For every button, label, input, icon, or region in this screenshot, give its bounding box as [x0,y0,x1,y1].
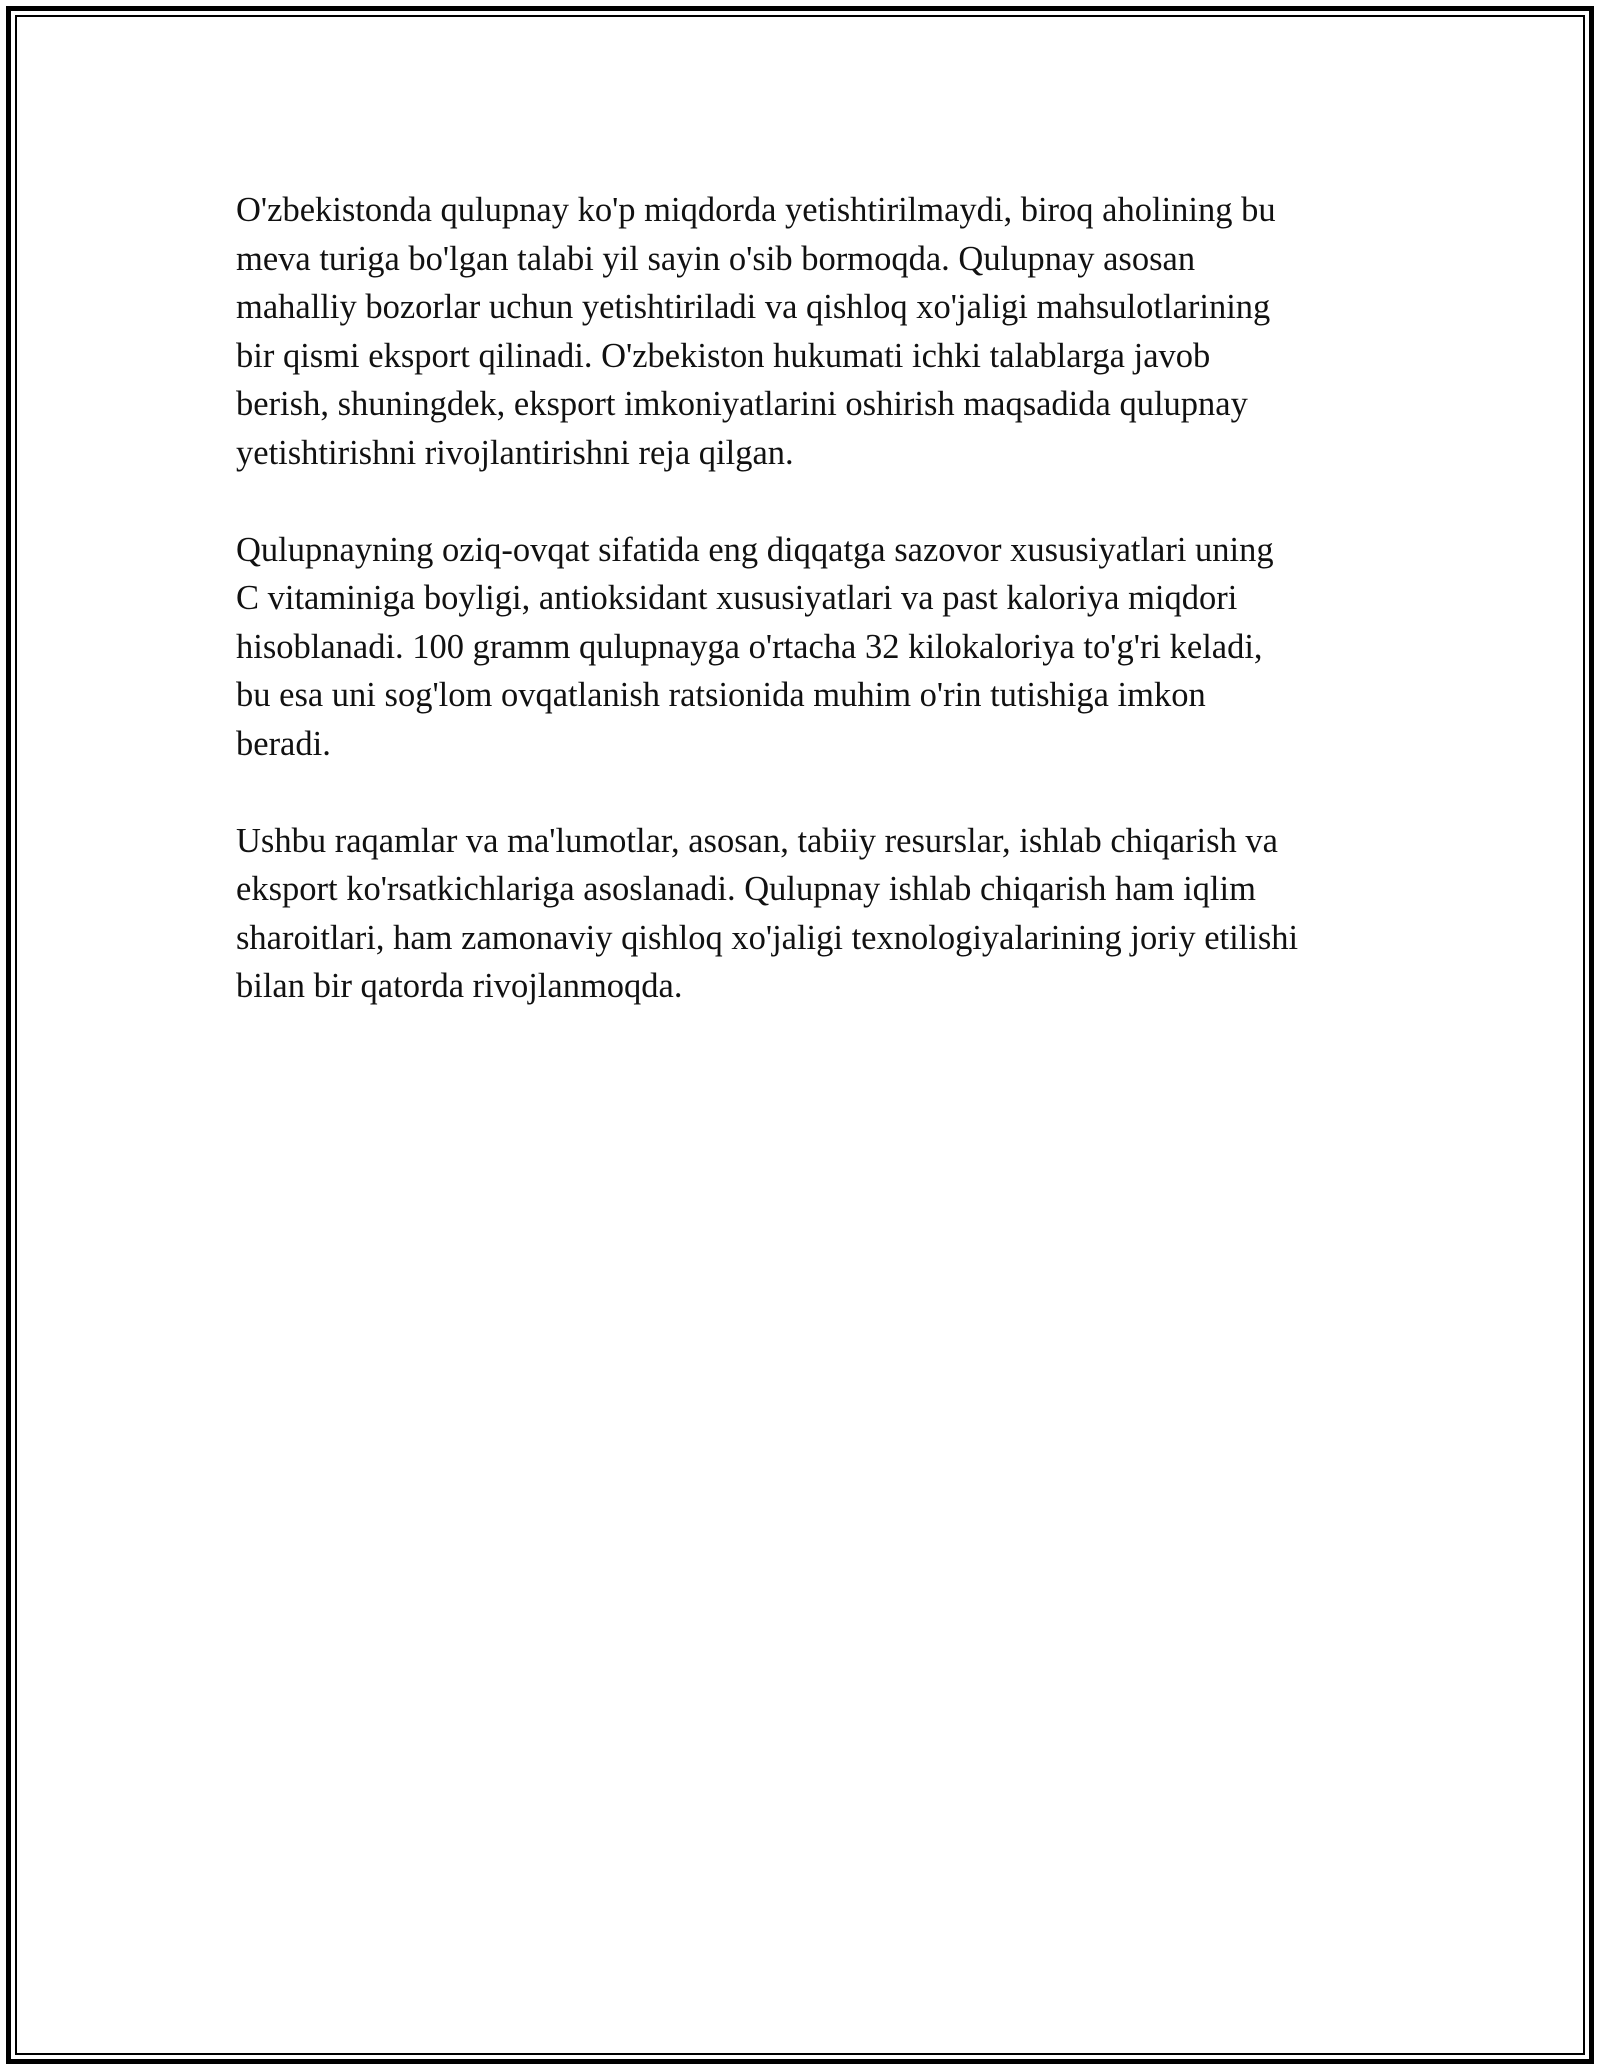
paragraph-2: Qulupnayning oziq-ovqat sifatida eng diqqatga sazovor xususiyatlari uning C vitaminiga boyligi, antioksidant xususiyatlari va past kaloriya miqdori hisoblanadi. 100 gramm qulupnayga o'rtacha 32 kilokaloriya to'g'ri keladi, bu esa uni sog'lom ovqatlanish ratsionida muhim o'rin tutishiga imkon beradi. [236,530,1274,763]
paragraph-1: O'zbekistonda qulupnay ko'p miqdorda yetishtirilmaydi, biroq aholining bu meva turiga bo'lgan talabi yil sayin o'sib bormoqda. Qulupnay asosan mahalliy bozorlar uchun yetishtiriladi va qishloq xo'jaligi mahsulotlarining bir qismi eksport qilinadi. O'zbekiston hukumati ichki talablarga javob berish, shuningdek, eksport imkoniyatlarini oshirish maqsadida qulupnay yetishtirishni rivojlantirishni reja qilgan. [236,191,1276,472]
paragraph-3: Ushbu raqamlar va ma'lumotlar, asosan, tabiiy resurslar, ishlab chiqarish va eksport ko'rsatkichlariga asoslanadi. Qulupnay ishlab chiqarish ham iqlim sharoitlari, ham zamonaviy qishloq xo'jaligi texnologiyalarining joriy etilishi bilan bir qatorda rivojlanmoqda. [236,821,1299,1005]
document-body [236,186,1376,1059]
